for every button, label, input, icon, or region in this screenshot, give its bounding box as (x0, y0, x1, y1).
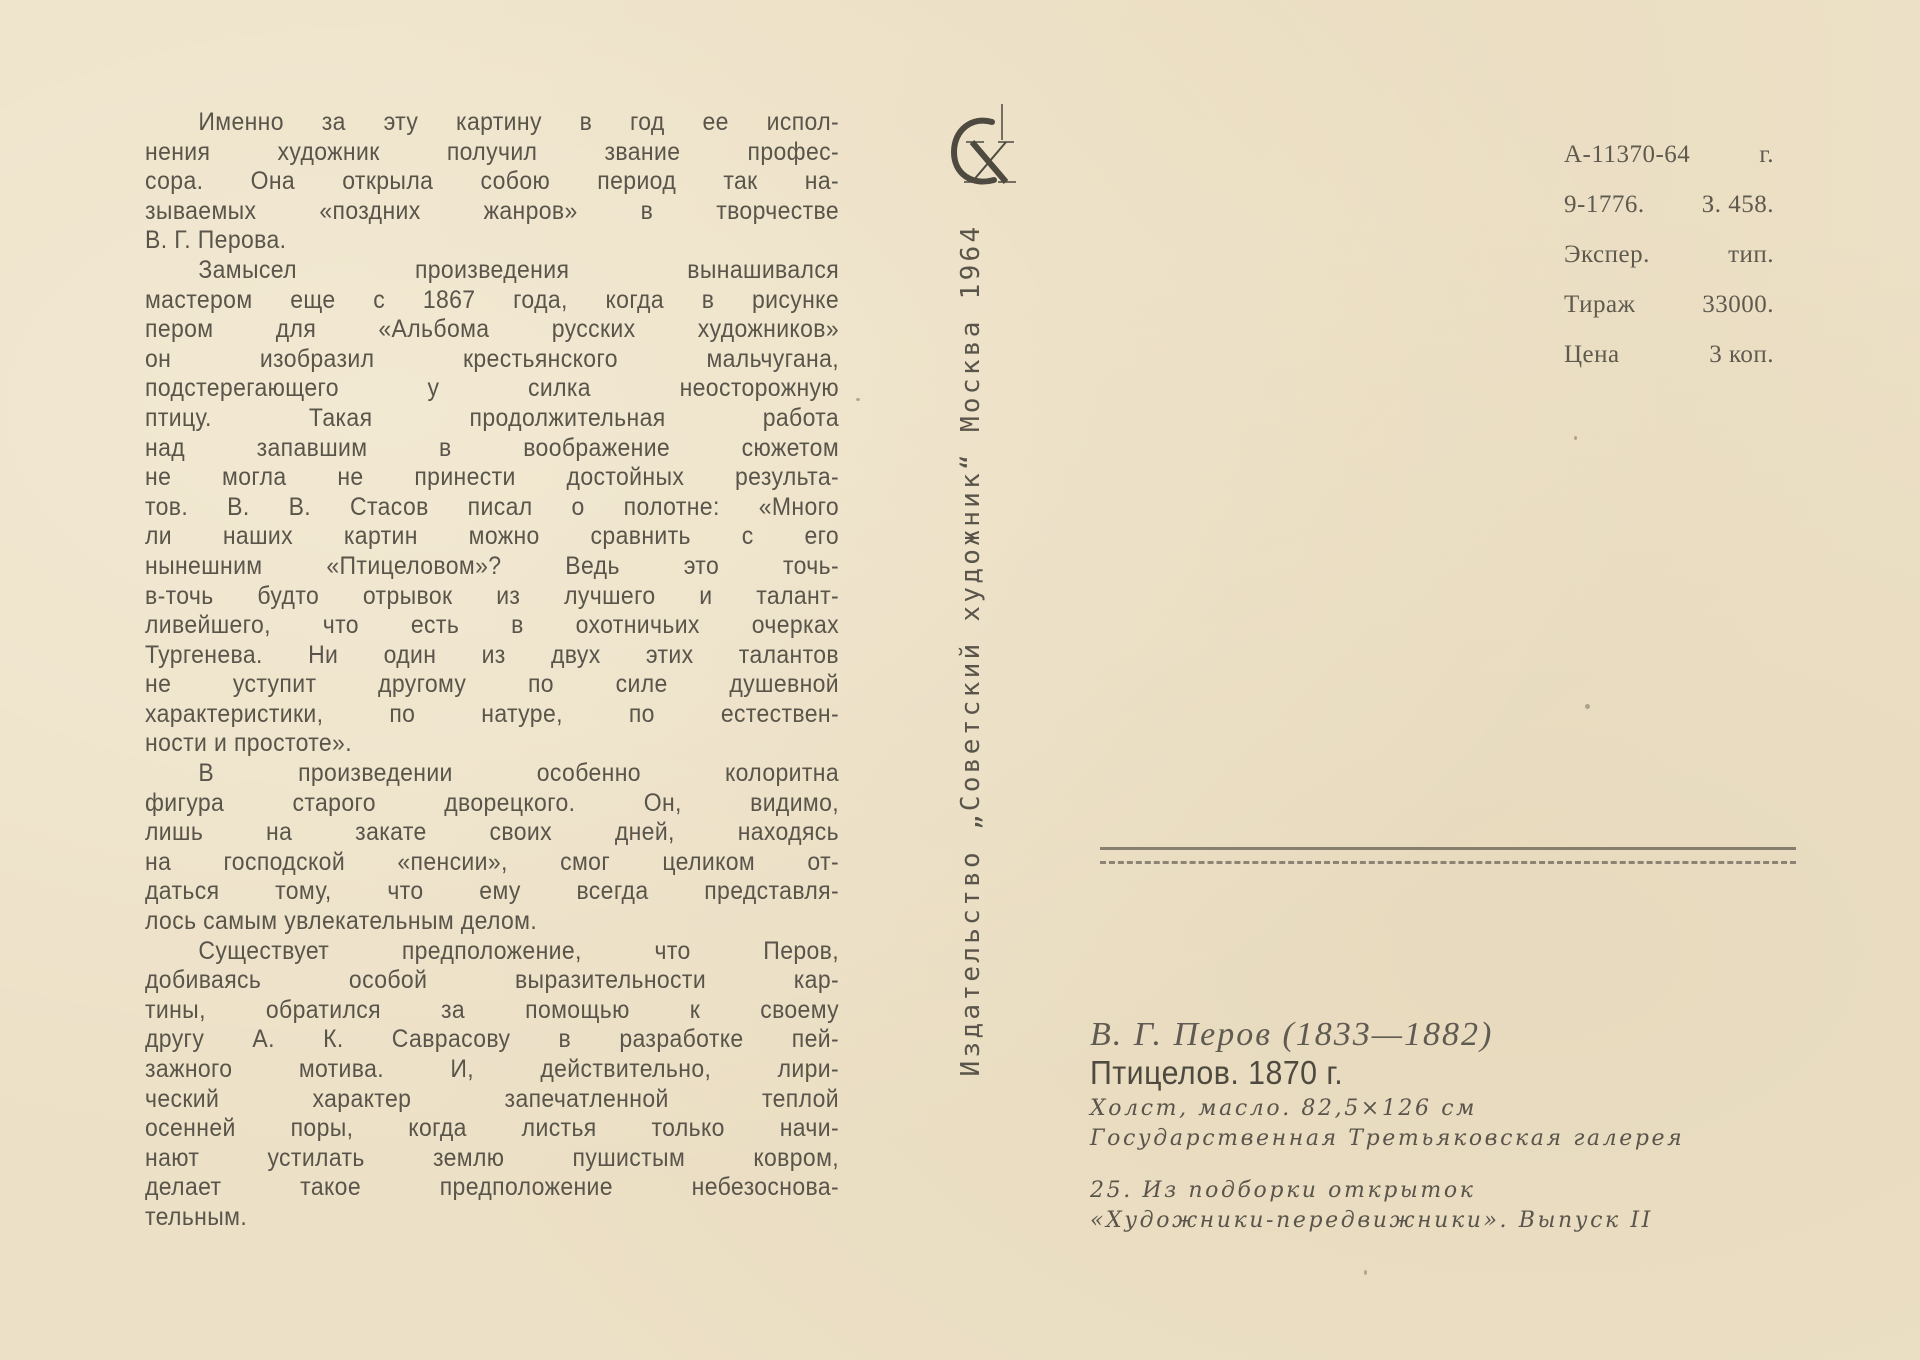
article-line: не уступит другому по силе душевной (145, 670, 840, 699)
article-line: на господской «пенсии», смог целиком от- (145, 847, 840, 876)
article-line: тины, обратился за помощью к своему (145, 995, 840, 1024)
article-line: тельным. (145, 1202, 248, 1231)
article-line: другу А. К. Саврасову в разработке пей- (145, 1025, 840, 1054)
article-line: В. Г. Перова. (145, 226, 287, 255)
print-info-value: Цена (1564, 341, 1620, 368)
museum-name: Государственная Третьяковская галерея (1090, 1126, 1685, 1151)
article-text (145, 108, 839, 1233)
print-info-row (1564, 340, 1774, 390)
article-line: ности и простоте». (145, 729, 352, 758)
print-info-value: Тираж (1564, 291, 1636, 318)
article-line: зываемых «поздних жанров» в творчестве (145, 196, 840, 225)
print-info-value: З. 458. (1701, 191, 1774, 218)
article-line: даться тому, что ему всегда представля- (145, 877, 840, 906)
article-line: нают устилать землю пушистым ковром, (145, 1143, 840, 1172)
article-line: нынешним «Птицеловом»? Ведь это точь- (145, 551, 840, 580)
artwork-medium: Холст, масло. 82,5×126 см (1090, 1096, 1477, 1121)
print-info-value: Экспер. (1564, 241, 1650, 268)
print-info-value: г. (1759, 141, 1774, 168)
article-line: добиваясь особой выразительности кар- (145, 966, 840, 995)
print-info-value: 3 коп. (1709, 341, 1774, 368)
article-line: ческий характер запечатленной теплой (145, 1084, 840, 1113)
publisher-logo-icon (948, 100, 1020, 192)
series-line-2: «Художники-передвижники». Выпуск II (1090, 1208, 1653, 1233)
article-line: характеристики, по натуре, по естествен- (145, 699, 840, 728)
article-line: лось самым увлекательным делом. (145, 907, 538, 936)
publisher-text: Издательство „Советский художник“ Москва 1964 (956, 223, 986, 1077)
article-line: Замысел произведения вынашивался (198, 255, 840, 284)
address-line-solid (1100, 847, 1796, 850)
article-line: подстерегающего у силка неосторожную (145, 374, 840, 403)
article-line: в-точь будто отрывок из лучшего и талант- (145, 581, 840, 610)
print-info-value: 9-1776. (1564, 191, 1645, 218)
print-info-row (1564, 290, 1774, 340)
series-info (1090, 1176, 1810, 1236)
address-line-dashed (1100, 861, 1796, 864)
article-line: осенней поры, когда листья только начи- (145, 1114, 840, 1143)
paper-speck (856, 398, 860, 401)
article-line: ливейшего, что есть в охотничьих очерках (145, 611, 840, 640)
article-line: сора. Она открыла собою период так на- (145, 167, 840, 196)
article-line: лишь на закате своих дней, находясь (145, 818, 840, 847)
article-line: фигура старого дворецкого. Он, видимо, (145, 788, 840, 817)
article-line: птицу. Такая продолжительная работа (145, 403, 840, 432)
article-line: Существует предположение, что Перов, (198, 936, 840, 965)
article-line: пером для «Альбома русских художников» (145, 315, 840, 344)
article-line: не могла не принести достойных результа- (145, 463, 840, 492)
print-info-value: 33000. (1702, 291, 1774, 318)
print-info-block (1564, 140, 1774, 390)
series-line-1: 25. Из подборки открыток (1090, 1178, 1476, 1203)
article-line: над запавшим в воображение сюжетом (145, 433, 840, 462)
print-info-row (1564, 140, 1774, 190)
article-line: В произведении особенно колоритна (198, 759, 840, 788)
article-line: мастером еще с 1867 года, когда в рисунке (145, 285, 840, 314)
artwork-title: Птицелов. 1870 г. (1090, 1054, 1344, 1091)
article-line: Именно за эту картину в год ее испол- (198, 108, 840, 136)
artwork-caption (1090, 1016, 1810, 1236)
paper-speck (1364, 1270, 1367, 1275)
article-line: Тургенева. Ни один из двух этих талантов (145, 640, 840, 669)
print-info-value: А-11370-64 (1564, 141, 1691, 168)
print-info-value: тип. (1728, 241, 1774, 268)
article-line: ли наших картин можно сравнить с его (145, 522, 840, 551)
paper-speck (1574, 436, 1577, 440)
print-info-row (1564, 190, 1774, 240)
artist-name: В. Г. Перов (1833—1882) (1090, 1016, 1494, 1053)
article-line: делает такое предположение небезоснова- (145, 1173, 840, 1202)
article-line: тов. В. В. Стасов писал о полотне: «Много (145, 492, 840, 521)
article-line: зажного мотива. И, действительно, лири- (145, 1055, 840, 1083)
paper-speck (1585, 704, 1590, 709)
article-line: он изобразил крестьянского мальчугана, (145, 344, 840, 373)
article-line: нения художник получил звание профес- (145, 137, 840, 166)
print-info-row (1564, 240, 1774, 290)
